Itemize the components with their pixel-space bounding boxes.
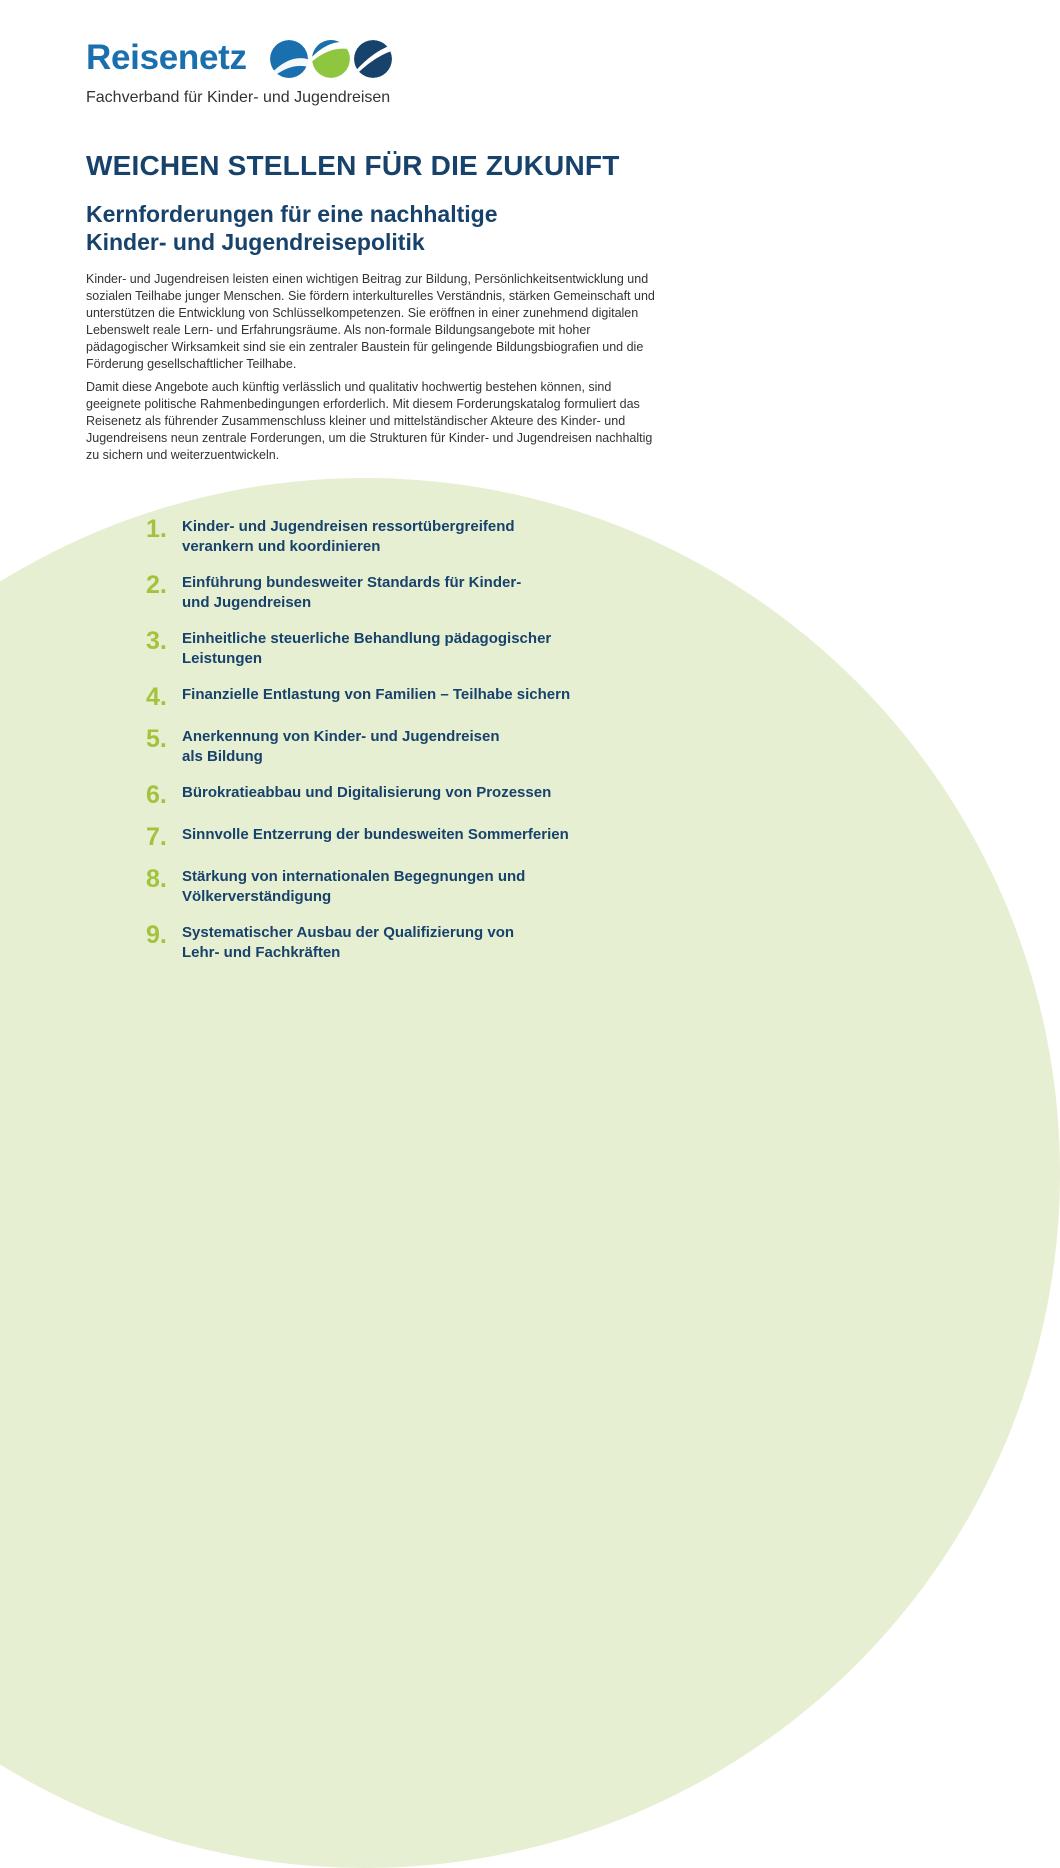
demand-number: 3. [146,627,167,655]
intro-paragraph-1: Kinder- und Jugendreisen leisten einen wichtigen Beitrag zur Bildung, Persönlichkeitsentwicklung und sozialen Teilhabe junger Menschen. Sie fördern interkulturelles Verständnis, stärken Gemeinschaft und unterstützen die Entwicklung von Schlüsselkompetenzen. Sie eröffnen in einer zunehmend digitalen Lebenswelt reale Lern- und Erfahrungsräume. Als non-formale Bildungsangebote mit hoher pädagogischer Wirksamkeit sind sie ein zentraler Baustein für gelingende Bildungsbiografien und die Förderung gesellschaftlicher Teilhabe. [86,272,655,371]
demand-text [182,515,515,557]
demand-number: 8. [146,865,167,893]
demands-list [146,515,616,977]
demand-text-line-1: Systematischer Ausbau der Qualifizierung von [182,924,515,941]
intro-text [86,271,656,470]
demand-text-line-2: verankern und koordinieren [182,538,381,555]
demand-number: 7. [146,823,167,851]
demand-number: 5. [146,725,167,753]
demand-text [182,571,521,613]
demand-item [146,571,616,613]
demand-text-line-1: Finanzielle Entlastung von Familien – Teilhabe sichern [182,686,571,703]
demand-text [182,725,500,767]
demand-item [146,725,616,767]
demand-text [182,921,514,963]
demand-text-line-1: Sinnvolle Entzerrung der bundesweiten Sommerferien [182,826,569,843]
demand-number: 2. [146,571,167,599]
demand-number: 9. [146,921,167,949]
demand-text-line-2: Leistungen [182,650,263,667]
subtitle-line-2: Kinder- und Jugendreisepolitik [86,229,425,255]
demand-text-line-1: Anerkennung von Kinder- und Jugendreisen [182,728,500,745]
document-page [0,0,731,961]
demand-text [182,823,569,845]
demand-text-line-2: als Bildung [182,748,263,765]
demand-text-line-1: Einheitliche steuerliche Behandlung pädagogischer [182,630,552,647]
demand-text-line-1: Einführung bundesweiter Standards für Kinder- [182,574,522,591]
logo-tagline: Fachverband für Kinder- und Jugendreisen [86,89,391,106]
subtitle-line-1: Kernforderungen für eine nachhaltige [86,201,498,227]
demand-text [182,683,570,705]
demand-text-line-2: Lehr- und Fachkräften [182,944,341,961]
demand-number: 1. [146,515,167,543]
demand-item [146,781,616,809]
demand-text [182,865,525,907]
demand-number: 6. [146,781,167,809]
logo-circles-icon [269,38,393,80]
demand-text-line-1: Kinder- und Jugendreisen ressortübergreifend [182,518,515,535]
page-subtitle [86,200,686,256]
demand-number: 4. [146,683,167,711]
demand-text-line-1: Bürokratieabbau und Digitalisierung von Prozessen [182,784,552,801]
page-title: WEICHEN STELLEN FÜR DIE ZUKUNFT [86,150,620,181]
demand-text-line-2: Völkerverständigung [182,888,332,905]
demand-text-line-2: und Jugendreisen [182,594,312,611]
demand-item [146,515,616,557]
intro-paragraph-2: Damit diese Angebote auch künftig verlässlich und qualitativ hochwertig bestehen können, sind geeignete politische Rahmenbedingungen erforderlich. Mit diesem Forderungskatalog formuliert das Reisenetz als führender Zusammenschluss kleiner und mittelständischer Akteure des Kinder- und Jugendreisens neun zentrale Forderungen, um die Strukturen für Kinder- und Jugendreisen nachhaltig zu sichern und weiterzuentwickeln. [86,380,653,462]
logo-wordmark: Reisenetz [86,38,247,77]
demand-item [146,627,616,669]
demand-item [146,683,616,711]
demand-item [146,865,616,907]
demand-text [182,627,551,669]
demand-text [182,781,551,803]
demand-text-line-1: Stärkung von internationalen Begegnungen und [182,868,526,885]
demand-item [146,921,616,963]
demand-item [146,823,616,851]
